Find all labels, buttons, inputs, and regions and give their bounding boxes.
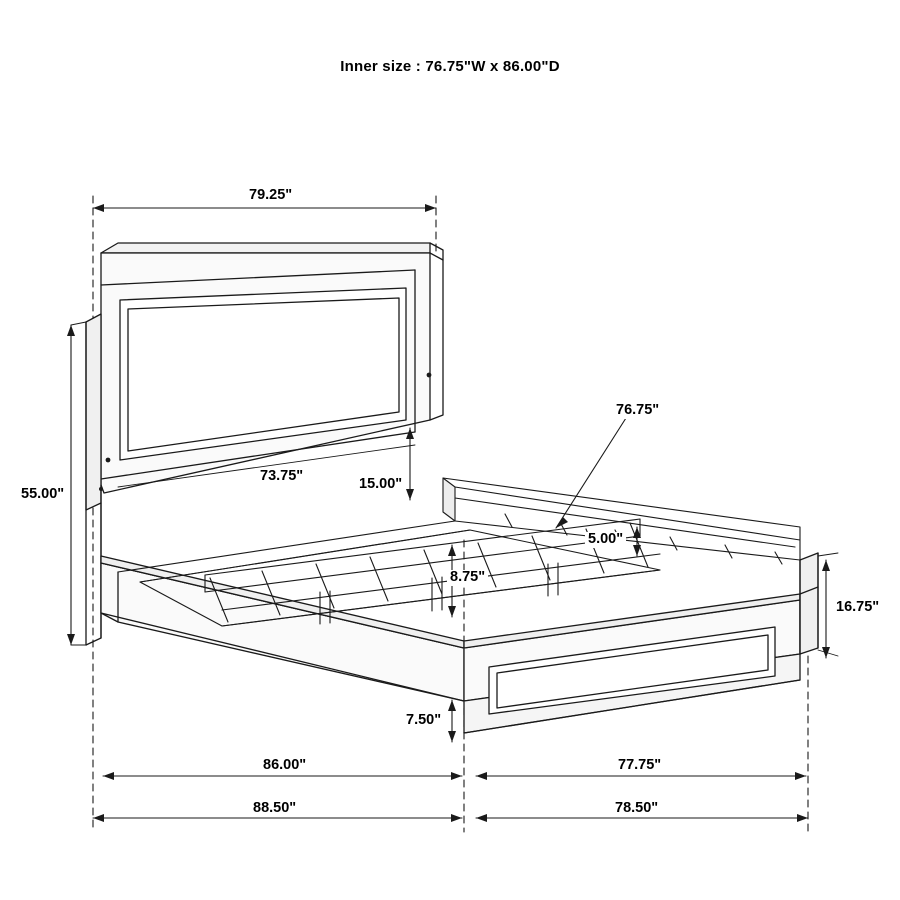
dimension-label-overall-depth: 78.50" (612, 801, 661, 817)
dimension-label-footboard-height: 16.75" (833, 600, 882, 616)
dimension-label-slat-thickness: 5.00" (585, 532, 626, 548)
dimension-label-overall-length: 88.50" (250, 801, 299, 817)
dimension-label-deck-height: 8.75" (447, 570, 488, 586)
dimension-label-rail-to-headboard: 15.00" (356, 477, 405, 493)
footboard (464, 553, 818, 733)
page-title: Inner size : 76.75"W x 86.00"D (340, 58, 560, 75)
dimension-label-footboard-depth: 77.75" (615, 758, 664, 774)
side-rail-left (101, 556, 464, 701)
dimension-label-inner-width: 76.75" (613, 403, 662, 419)
dimension-label-clearance-height: 7.50" (403, 713, 444, 729)
dimension-label-headboard-width: 79.25" (246, 188, 295, 204)
slat-deck (118, 478, 800, 626)
dimension-label-side-rail-length: 86.00" (260, 758, 309, 774)
dimension-label-headboard-panel-width: 73.75" (257, 469, 306, 485)
dimension-label-headboard-height: 55.00" (18, 487, 67, 503)
